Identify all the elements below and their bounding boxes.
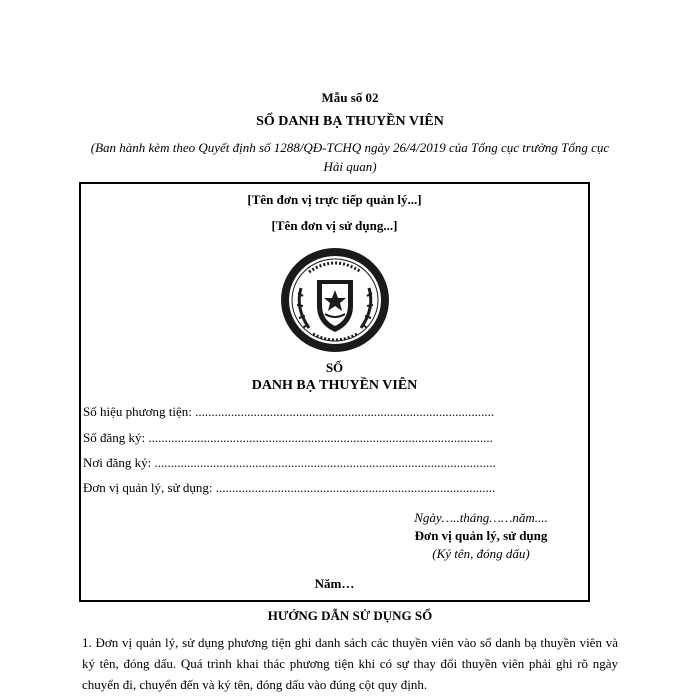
using-unit-label: [Tên đơn vị sử dụng...]	[271, 218, 398, 233]
customs-emblem-seal	[279, 246, 391, 354]
year-line: Năm…	[314, 576, 355, 591]
book-cover-frame	[79, 182, 590, 602]
book-name: DANH BẠ THUYỀN VIÊN	[251, 378, 418, 393]
signer-note: (Ký tên, đóng dấu)	[432, 546, 530, 561]
managing-unit-label: [Tên đơn vị trực tiếp quản lý...]	[247, 192, 422, 207]
document-title: SỔ DANH BẠ THUYỀN VIÊN	[256, 114, 444, 129]
document-subtitle: (Ban hành kèm theo Quyết định số 1288/QĐ-TCHQ ngày 26/4/2019 của Tổng cục trưởng Tổng cục Hải quan)	[90, 140, 610, 174]
form-number: Mẫu số 02	[321, 90, 379, 105]
book-word: SỔ	[325, 360, 344, 375]
usage-guide-paragraph: 1. Đơn vị quản lý, sử dụng phương tiện ghi danh sách các thuyền viên vào sổ danh bạ thuyền viên và ký tên, đóng dấu. Quá trình khai thác phương tiện khi có sự thay đổi thuyền viên phải ghi rõ ngày chuyển đi, chuyển đến và ký tên, đóng dấu vào đúng cột quy định.	[82, 635, 618, 692]
vehicle-number-field: Số hiệu phương tiện: ............................................................................................	[83, 404, 495, 419]
registration-place-field: Nơi đăng ký: .........................................................................................................	[83, 455, 496, 470]
usage-guide-heading: HƯỚNG DẪN SỬ DỤNG SỔ	[267, 608, 433, 623]
registration-number-field: Số đăng ký: ..........................................................................................................	[83, 430, 493, 445]
date-line: Ngày…..tháng……năm....	[414, 510, 548, 525]
managing-using-unit-field: Đơn vị quản lý, sử dụng: ......................................................................................	[83, 480, 496, 495]
signer-title: Đơn vị quản lý, sử dụng	[414, 528, 548, 543]
